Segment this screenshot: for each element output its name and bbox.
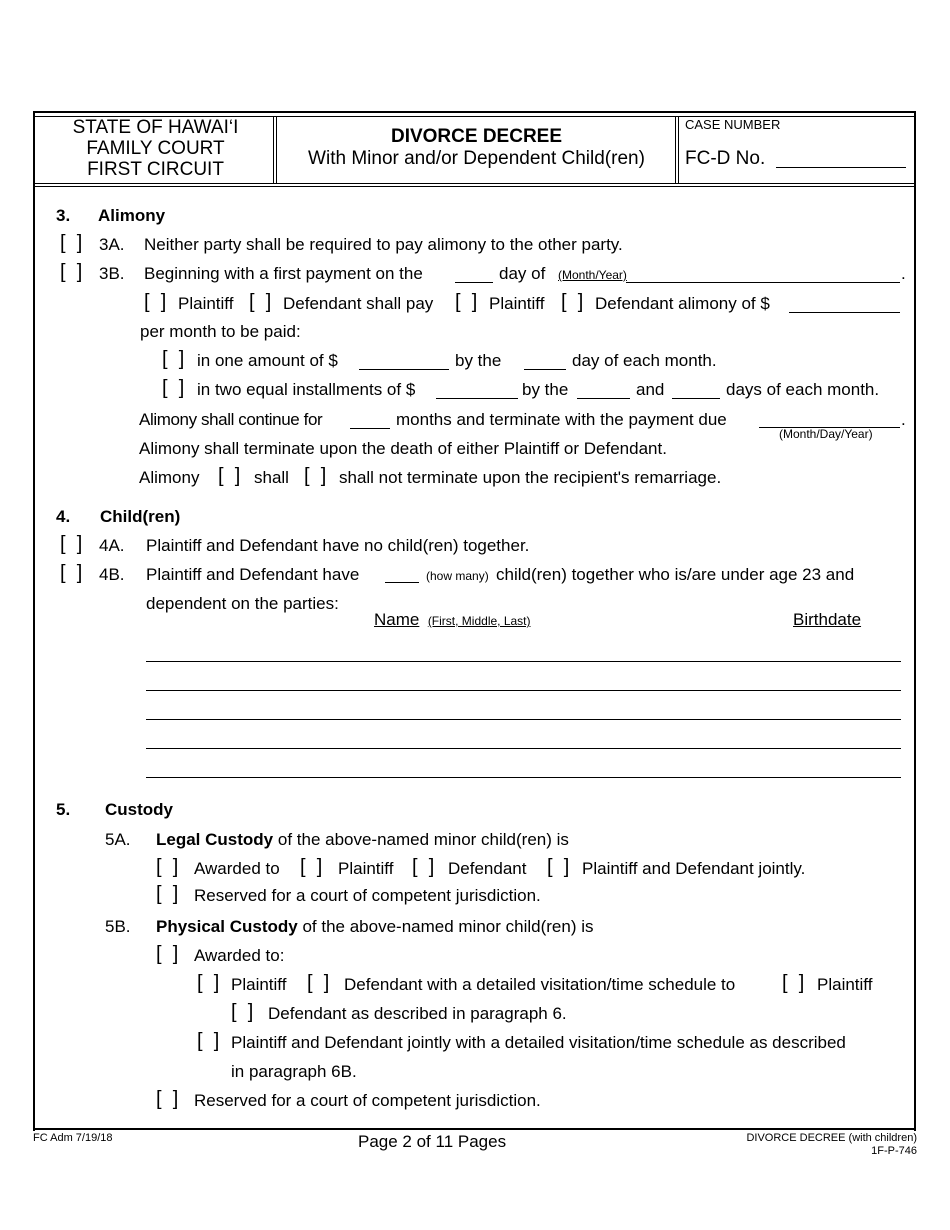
footer-doc-info [746,1132,917,1158]
physical-defendant-schedule-text: Defendant with a detailed visitation/time schedule to [344,975,736,994]
physical-custody-line [156,917,593,937]
checkbox-schedule-plaintiff[interactable]: [ ] [782,972,805,994]
installment-amount-field[interactable] [436,398,518,399]
checkbox-legal-awarded[interactable]: [ ] [156,856,179,878]
one-amount-day-field[interactable] [524,369,566,370]
terminate-death-text: Alimony shall terminate upon the death of either Plaintiff or Defendant. [139,439,667,458]
footer-doc-name: DIVORCE DECREE (with children) [746,1132,917,1144]
checkbox-payer-plaintiff[interactable]: [ ] [144,291,167,313]
two-installments-text: in two equal installments of $ [197,380,416,399]
period-continue: . [901,410,906,429]
one-amount-text: in one amount of $ [197,351,338,370]
label-5b: 5B. [105,917,131,936]
schedule-defendant-text: Defendant as described in paragraph 6. [268,1004,567,1023]
court-line-1: STATE OF HAWAI‘I [72,117,239,138]
checkbox-two-installments[interactable]: [ ] [162,377,185,399]
checkbox-3a[interactable]: [ ] [60,232,83,254]
text-4a: Plaintiff and Defendant have no child(ren) together. [146,536,530,555]
checkbox-legal-defendant[interactable]: [ ] [412,856,435,878]
checkbox-shall-not[interactable]: [ ] [304,465,327,487]
section-4-title: Child(ren) [100,507,181,526]
court-line-3: FIRST CIRCUIT [87,159,224,180]
payee-defendant-label: Defendant alimony of $ [595,294,770,313]
court-name [38,117,273,180]
checkbox-3b[interactable]: [ ] [60,261,83,283]
per-month-text: per month to be paid: [140,322,301,341]
legal-custody-line [156,830,569,850]
months-terminate-text: months and terminate with the payment due [396,410,727,429]
payer-defendant-label: Defendant shall pay [283,294,434,313]
payee-plaintiff-label: Plaintiff [489,294,545,313]
checkbox-physical-reserved[interactable]: [ ] [156,1088,179,1110]
legal-reserved-text: Reserved for a court of competent jurisdiction. [194,886,541,905]
label-4b: 4B. [99,565,125,584]
page-number: Page 2 of 11 Pages [358,1132,507,1151]
text-4b-have: Plaintiff and Defendant have [146,565,360,584]
legal-jointly-label: Plaintiff and Defendant jointly. [582,859,806,878]
name-column-header [374,610,531,630]
alimony-amount-field[interactable] [789,312,900,313]
document-subtitle: With Minor and/or Dependent Child(ren) [308,148,645,169]
checkbox-legal-reserved[interactable]: [ ] [156,883,179,905]
child-row-line[interactable] [146,777,901,778]
legal-defendant-label: Defendant [448,859,527,878]
label-4a: 4A. [99,536,125,555]
fcd-label: FC-D No. [685,148,766,169]
second-installment-day-field[interactable] [672,398,720,399]
physical-plaintiff-label: Plaintiff [231,975,287,994]
child-row-line[interactable] [146,661,901,662]
day-each-month-text: day of each month. [572,351,717,370]
continue-for-text: Alimony shall continue for [139,410,323,429]
checkbox-shall[interactable]: [ ] [218,465,241,487]
physical-jointly-text: Plaintiff and Defendant jointly with a detailed visitation/time schedule as described [231,1033,846,1052]
shall-text: shall [254,468,289,487]
checkbox-schedule-defendant[interactable]: [ ] [231,1001,254,1023]
month-day-year-hint: (Month/Day/Year) [779,427,873,441]
label-3a: 3A. [99,235,125,254]
physical-jointly-text-2: in paragraph 6B. [231,1062,357,1081]
case-number-label: CASE NUMBER [685,117,781,132]
alimony-word: Alimony [139,468,200,487]
label-5a: 5A. [105,830,131,849]
first-payment-month-year-field[interactable] [626,282,900,283]
document-title-block [278,126,675,170]
physical-custody-bold: Physical Custody [156,917,298,936]
checkbox-one-amount[interactable]: [ ] [162,348,185,370]
checkbox-payee-plaintiff[interactable]: [ ] [455,291,478,313]
payer-plaintiff-label: Plaintiff [178,294,234,313]
how-many-hint: (how many) [426,569,489,583]
and-text: and [636,380,665,399]
legal-custody-bold: Legal Custody [156,830,274,849]
shall-not-text: shall not terminate upon the recipient's remarriage. [339,468,722,487]
days-each-month-text: days of each month. [726,380,880,399]
period-3b: . [901,264,906,283]
checkbox-legal-plaintiff[interactable]: [ ] [300,856,323,878]
child-row-line[interactable] [146,719,901,720]
text-4b-dependent: dependent on the parties: [146,594,339,613]
schedule-plaintiff-label: Plaintiff [817,975,873,994]
checkbox-physical-defendant[interactable]: [ ] [307,972,330,994]
awarded-to-colon-text: Awarded to: [194,946,285,965]
form-code: FC Adm 7/19/18 [33,1132,113,1144]
checkbox-physical-awarded[interactable]: [ ] [156,943,179,965]
document-title: DIVORCE DECREE [390,126,563,147]
months-field[interactable] [350,428,390,429]
first-installment-day-field[interactable] [577,398,630,399]
checkbox-physical-plaintiff[interactable]: [ ] [197,972,220,994]
court-line-2: FAMILY COURT [86,138,225,159]
name-header: Name [374,610,420,629]
by-the-text-2: by the [522,380,569,399]
how-many-field[interactable] [385,582,419,583]
by-the-text: by the [455,351,502,370]
birthdate-column-header: Birthdate [793,610,862,629]
physical-custody-rest: of the above-named minor child(ren) is [302,917,594,936]
checkbox-payee-defendant[interactable]: [ ] [561,291,584,313]
label-3b: 3B. [99,264,125,283]
text-3a: Neither party shall be required to pay alimony to the other party. [144,235,623,254]
checkbox-payer-defendant[interactable]: [ ] [249,291,272,313]
text-4b-together: child(ren) together who is/are under age 23 and [496,565,855,584]
name-hint: (First, Middle, Last) [427,614,531,628]
footer-form-number: 1F-P-746 [871,1145,917,1157]
legal-custody-rest: of the above-named minor child(ren) is [277,830,569,849]
child-row-line[interactable] [146,690,901,691]
checkbox-4a[interactable]: [ ] [60,533,83,555]
section-3-number: 3. [56,206,71,225]
checkbox-legal-jointly[interactable]: [ ] [547,856,570,878]
section-5-number: 5. [56,800,71,819]
first-payment-day-field[interactable] [455,282,493,283]
one-amount-field[interactable] [359,369,449,370]
awarded-to-text: Awarded to [194,859,280,878]
child-row-line[interactable] [146,748,901,749]
checkbox-4b[interactable]: [ ] [60,562,83,584]
text-3b-first-payment: Beginning with a first payment on the [144,264,423,283]
month-year-hint: (Month/Year) [558,268,627,282]
checkbox-physical-jointly[interactable]: [ ] [197,1030,220,1052]
text-3b-day-of: day of [499,264,546,283]
physical-reserved-text: Reserved for a court of competent jurisdiction. [194,1091,541,1110]
section-3-title: Alimony [98,206,166,225]
section-5-title: Custody [105,800,173,819]
section-4-number: 4. [56,507,71,526]
legal-plaintiff-label: Plaintiff [338,859,394,878]
fcd-number-field[interactable] [776,167,906,168]
